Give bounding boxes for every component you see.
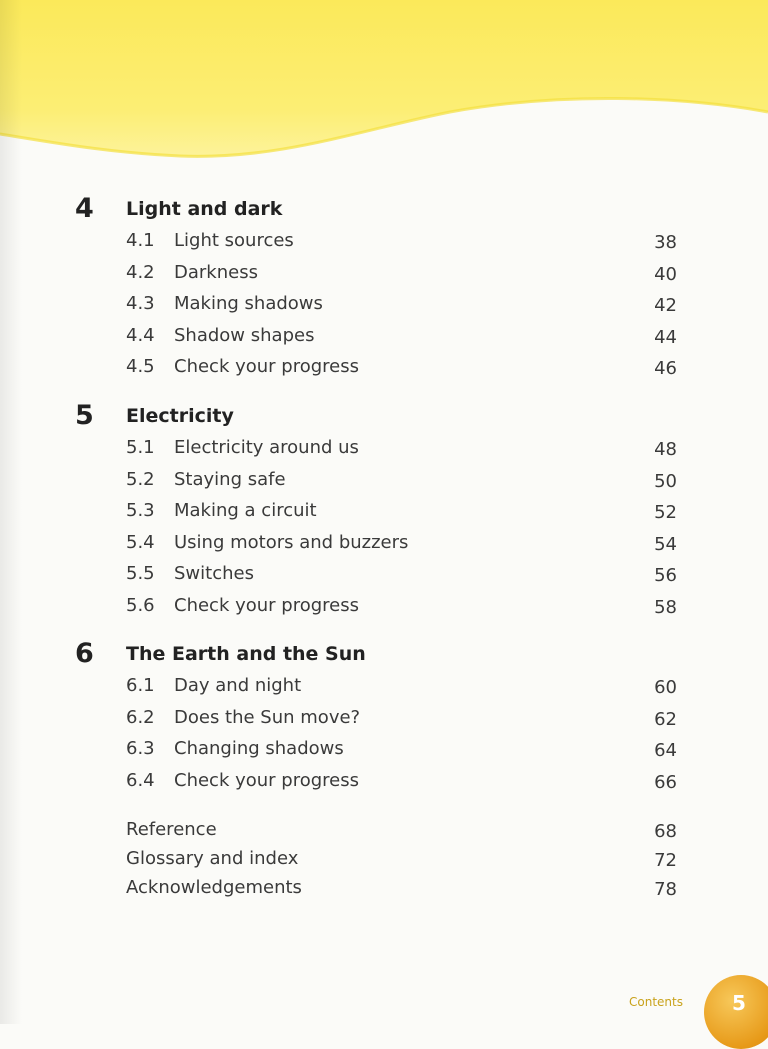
section-page-number: 54 (654, 533, 677, 555)
section-page-number: 56 (654, 565, 677, 587)
back-matter-page-number: 78 (654, 879, 677, 900)
section-title: Using motors and buzzers (174, 531, 409, 553)
section-page-number: 58 (654, 597, 677, 618)
footer-section-label: Contents (629, 995, 683, 1009)
section-number: 4.4 (126, 324, 155, 346)
section-page-number: 62 (654, 708, 677, 730)
section-title: Shadow shapes (174, 324, 315, 346)
section-page-number: 38 (654, 232, 677, 253)
section-number: 4.2 (126, 261, 155, 283)
section-title: Switches (174, 563, 254, 585)
unit-title: Light and dark (126, 198, 283, 220)
unit-title: Electricity (126, 405, 234, 427)
section-number: 4.3 (126, 293, 155, 315)
back-matter-title: Acknowledgements (126, 877, 302, 898)
unit-number: 4 (75, 193, 94, 224)
section-title: Electricity around us (174, 437, 359, 458)
section-page-number: 48 (654, 439, 677, 460)
back-matter-page-number: 72 (654, 850, 677, 871)
unit-number: 5 (75, 400, 94, 431)
section-page-number: 40 (654, 263, 677, 285)
section-title: Day and night (174, 675, 302, 696)
unit-title: The Earth and the Sun (126, 643, 366, 665)
section-title: Making a circuit (174, 500, 317, 522)
section-page-number: 60 (654, 677, 677, 698)
section-number: 5.3 (126, 500, 155, 522)
section-title: Staying safe (174, 468, 286, 490)
section-page-number: 46 (654, 358, 677, 380)
section-number: 6.3 (126, 738, 155, 760)
section-title: Check your progress (174, 595, 359, 616)
section-page-number: 42 (654, 295, 677, 317)
page-number: 5 (732, 991, 746, 1015)
section-title: Check your progress (174, 769, 359, 791)
section-page-number: 52 (654, 502, 677, 524)
section-number: 5.1 (126, 437, 155, 458)
section-number: 5.4 (126, 531, 155, 553)
section-number: 6.1 (126, 675, 155, 696)
section-page-number: 44 (654, 326, 677, 348)
section-title: Light sources (174, 230, 294, 251)
section-title: Does the Sun move? (174, 706, 361, 728)
section-number: 6.2 (126, 706, 155, 728)
section-title: Making shadows (174, 293, 323, 315)
section-page-number: 66 (654, 771, 677, 793)
section-page-number: 50 (654, 470, 677, 492)
back-matter-title: Glossary and index (126, 848, 299, 869)
section-title: Darkness (174, 261, 258, 283)
section-title: Changing shadows (174, 738, 344, 760)
section-number: 5.5 (126, 563, 155, 585)
section-number: 4.1 (126, 230, 155, 251)
back-matter-title: Reference (126, 819, 217, 840)
section-number: 4.5 (126, 356, 155, 378)
section-page-number: 64 (654, 740, 677, 762)
section-number: 5.2 (126, 468, 155, 490)
section-number: 5.6 (126, 595, 155, 616)
back-matter-page-number: 68 (654, 821, 677, 842)
section-number: 6.4 (126, 769, 155, 791)
section-title: Check your progress (174, 356, 359, 378)
unit-number: 6 (75, 638, 94, 669)
